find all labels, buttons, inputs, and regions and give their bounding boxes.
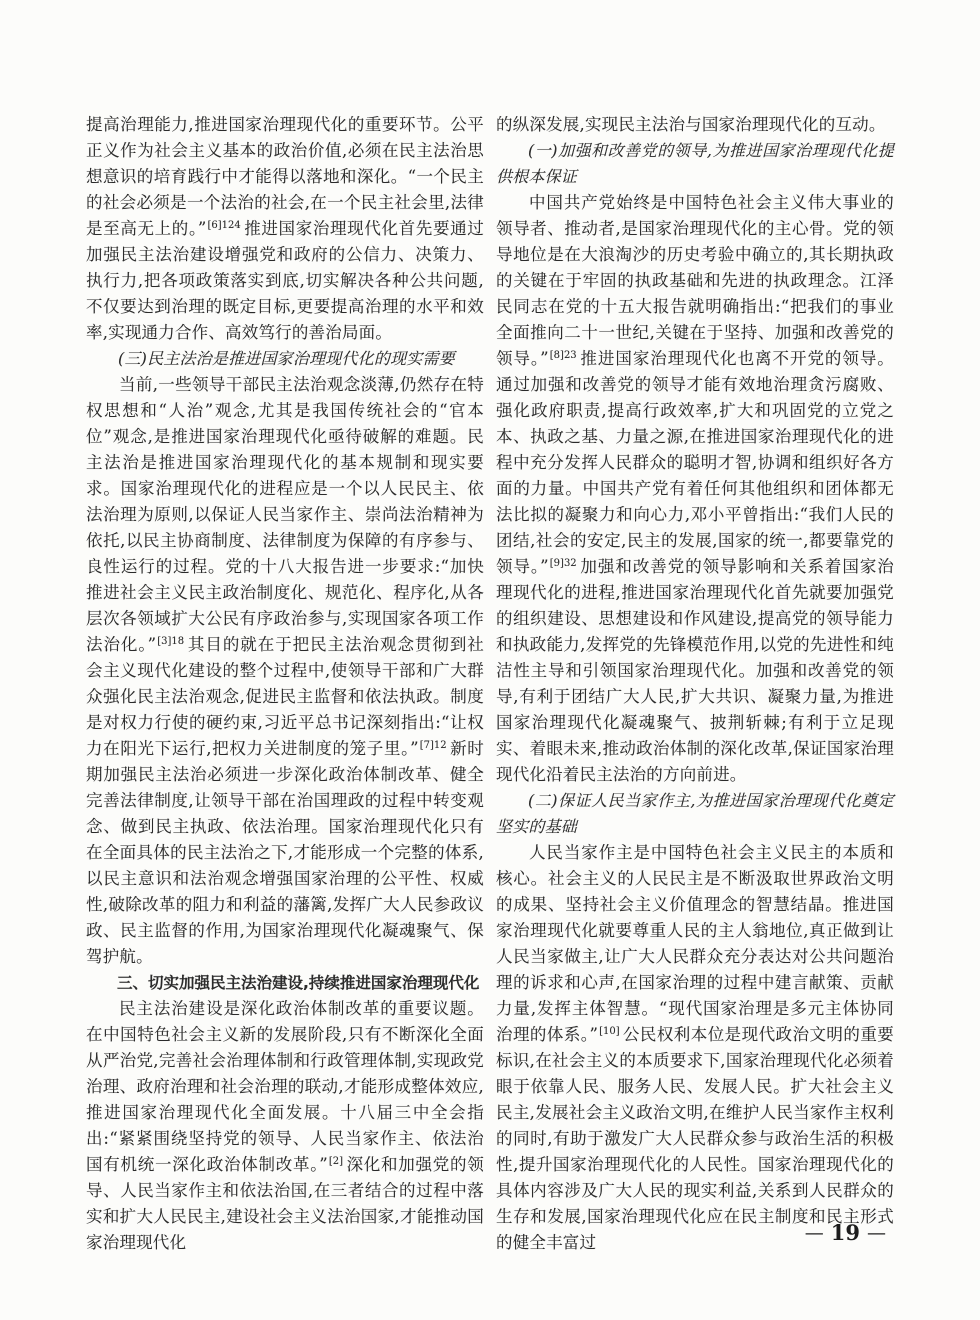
citation-ref: [9]32 xyxy=(549,557,577,569)
text-run: 中国共产党始终是中国特色社会主义伟大事业的领导者、推动者,是国家治理现代化的主心骨。党的领导地位是在大浪淘沙的历史考验中确立的,其长期执政的关键在于牢固的执政基础和先进的执政理念。江泽民同志在党的十五大报告就明确指出:“把我们的事业全面推向二十一世纪,关键在于坚持、加强和改善党的领导。” xyxy=(496,193,894,368)
left-column xyxy=(86,112,484,1256)
right-column xyxy=(496,112,894,1256)
text-run: 加强和改善党的领导影响和关系着国家治理现代化的进程,推进国家治理现代化首先就要加强党的组织建设、思想建设和作风建设,提高党的领导能力和执政能力,发挥党的先锋模范作用,以党的先进性和纯洁性主导和引领国家治理现代化。加强和改善党的领导,有利于团结广大人民,扩大共识、凝聚力量,为推进国家治理现代化凝魂聚气、披荆斩棘;有利于立足现实、着眼未来,推动政治体制的深化改革,保证国家治理现代化沿着民主法治的方向前进。 xyxy=(496,557,894,784)
text-run: 人民当家作主是中国特色社会主义民主的本质和核心。社会主义的人民民主是不断汲取世界政治文明的成果、坚持社会主义价值理念的智慧结晶。推进国家治理现代化就要尊重人民的主人翁地位,真正做到让人民当家做主,让广大人民群众充分表达对公共问题治理的诉求和心声,在国家治理的过程中建言献策、贡献力量,发挥主体智慧。“现代国家治理是多元主体协同治理的体系。” xyxy=(496,843,894,1044)
text-run: (三)民主法治是推进国家治理现代化的现实需要 xyxy=(118,349,455,368)
text-run: 当前,一些领导干部民主法治观念淡薄,仍然存在特权思想和“人治”观念,尤其是我国传统社会的“官本位”观念,是推进国家治理现代化亟待破解的难题。民主法治是推进国家治理现代化的基本规制和现实要求。国家治理现代化的进程应是一个以人民民主、依法治理为原则,以保证人民当家作主、崇尚法治精神为依托,以民主协商制度、法律制度为保障的有序参与、良性运行的过程。党的十八大报告进一步要求:“加快推进社会主义民主政治制度化、规范化、程序化,从各层次各领域扩大公民有序政治参与,实现国家各项工作法治化。” xyxy=(86,375,484,654)
text-run: 公民权利本位是现代政治文明的重要标识,在社会主义的本质要求下,国家治理现代化必须着眼于依靠人民、服务人民、发展人民。扩大社会主义民主,发展社会主义政治文明,在维护人民当家作主权利的同时,有助于激发广大人民群众参与政治生活的积极性,提升国家治理现代化的人民性。国家治理现代化的具体内容涉及广大人民的现实利益,关系到人民群众的生存和发展,国家治理现代化应在民主制度和民主形式的健全丰富过 xyxy=(496,1025,894,1252)
section-heading xyxy=(86,346,484,372)
text-run: 其目的就在于把民主法治观念贯彻到社会主义现代化建设的整个过程中,使领导干部和广大群众强化民主法治观念,促进民主监督和依法执政。制度是对权力行使的硬约束,习近平总书记深刻指出:“让权力在阳光下运行,把权力关进制度的笼子里。” xyxy=(86,635,485,758)
text-run: 推进国家治理现代化首先要通过加强民主法治建设增强党和政府的公信力、决策力、执行力,把各项政策落实到底,切实解决各种公共问题,不仅要达到治理的既定目标,更要提高治理的水平和效率,实现通力合作、高效笃行的善治局面。 xyxy=(86,219,484,342)
citation-ref: [8]23 xyxy=(549,349,577,361)
citation-ref: [7]12 xyxy=(419,739,447,751)
section-heading xyxy=(496,138,894,190)
text-run: 推进国家治理现代化也离不开党的领导。通过加强和改善党的领导才能有效地治理贪污腐败、强化政府职责,提高行政效率,扩大和巩固党的立党之本、执政之基、力量之源,在推进国家治理现代化的进程中充分发挥人民群众的聪明才智,协调和组织好各方面的力量。中国共产党有着任何其他组织和团体都无法比拟的凝聚力和向心力,邓小平曾指出:“我们人民的团结,社会的安定,民主的发展,国家的统一,都要靠党的领导。” xyxy=(496,349,894,576)
paragraph xyxy=(86,112,484,346)
citation-ref: [10] xyxy=(599,1025,620,1037)
text-run: 提高治理能力,推进国家治理现代化的重要环节。公平正义作为社会主义基本的政治价值,必须在民主法治思想意识的培育践行中才能得以落地和深化。“一个民主的社会必须是一个法治的社会,在一个民主社会里,法律是至高无上的。” xyxy=(86,115,484,238)
page-number: 19 xyxy=(830,1220,860,1245)
paragraph xyxy=(496,190,894,788)
paragraph xyxy=(496,840,894,1256)
article-body xyxy=(86,112,894,1256)
paragraph xyxy=(496,112,894,138)
paragraph xyxy=(86,372,484,970)
page-footer xyxy=(805,1220,886,1245)
text-run: 深化和加强党的领导、人民当家作主和依法治国,在三者结合的过程中落实和扩大人民民主,建设社会主义法治国家,才能推动国家治理现代化 xyxy=(86,1155,484,1252)
text-run: (一)加强和改善党的领导,为推进国家治理现代化提供根本保证 xyxy=(496,141,894,186)
paragraph xyxy=(86,996,484,1256)
text-run: 三、切实加强民主法治建设,持续推进国家治理现代化 xyxy=(117,974,480,992)
section-heading xyxy=(86,970,484,996)
section-heading xyxy=(496,788,894,840)
text-run: 民主法治建设是深化政治体制改革的重要议题。在中国特色社会主义新的发展阶段,只有不断深化全面从严治党,完善社会治理体制和行政管理体制,实现政党治理、政府治理和社会治理的联动,才能形成整体效应,推进国家治理现代化全面发展。十八届三中全会指出:“紧紧围绕坚持党的领导、人民当家作主、依法治国有机统一深化政治体制改革。” xyxy=(86,999,484,1174)
text-run: 的纵深发展,实现民主法治与国家治理现代化的互动。 xyxy=(496,115,886,134)
citation-ref: [6]124 xyxy=(207,219,241,231)
text-run: (二)保证人民当家作主,为推进国家治理现代化奠定坚实的基础 xyxy=(496,791,894,836)
citation-ref: [3]18 xyxy=(157,635,185,647)
footer-dash-right: — xyxy=(867,1221,886,1244)
text-run: 新时期加强民主法治必须进一步深化政治体制改革、健全完善法律制度,让领导干部在治国理政的过程中转变观念、做到民主执政、依法治理。国家治理现代化只有在全面具体的民主法治之下,才能形成一个完整的体系,以民主意识和法治观念增强国家治理的公平性、权威性,破除改革的阻力和利益的藩篱,发挥广大人民参政议政、民主监督的作用,为国家治理现代化凝魂聚气、保驾护航。 xyxy=(86,739,484,966)
footer-dash-left: — xyxy=(804,1221,824,1244)
citation-ref: [2] xyxy=(328,1155,344,1167)
